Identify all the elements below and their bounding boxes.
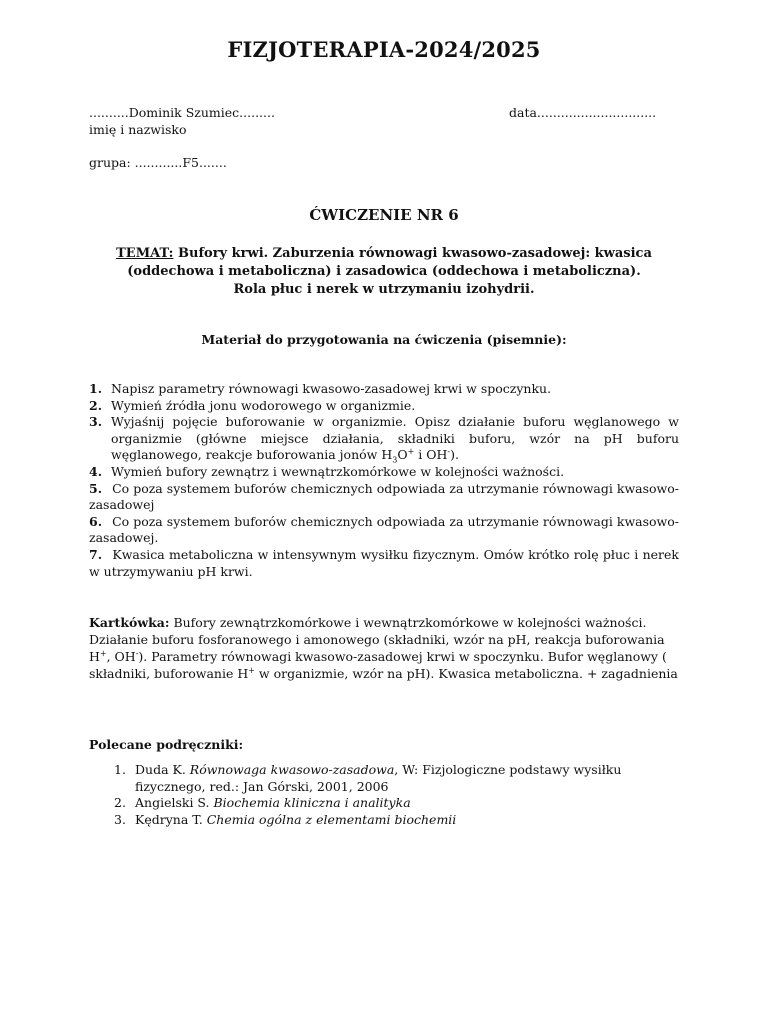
question-number: 1. (89, 381, 103, 396)
question-item (89, 481, 679, 514)
question-number: 3. (89, 414, 103, 430)
question-text: Wymień bufory zewnątrz i wewnątrzkomórkowe w kolejności ważności. (111, 463, 565, 479)
question-item (89, 398, 679, 415)
questions-list (89, 381, 679, 580)
question-item (89, 381, 679, 398)
book-number: 3. (114, 811, 126, 827)
question-item (89, 464, 679, 481)
question-number: 6. (89, 513, 103, 529)
question-item (89, 514, 679, 547)
topic-line-3: Rola płuc i nerek w utrzymaniu izohydrii. (233, 282, 535, 297)
question-text: Co poza systemem buforów chemicznych odpowiada za utrzymanie równowagi kwasowo-zasadowej (89, 480, 679, 513)
book-title: Chemia ogólna z elementami biochemii (206, 811, 457, 827)
question-number: 4. (89, 463, 103, 479)
question-text: Co poza systemem buforów chemicznych odpowiada za utrzymanie równowagi kwasowo-zasadowej. (89, 513, 679, 546)
book-item: 2. Angielski S. Biochemia kliniczna i analityka (114, 795, 411, 810)
question-number: 2. (89, 397, 103, 413)
material-heading: Materiał do przygotowania na ćwiczenia (pisemnie): (201, 332, 567, 347)
topic-line-2: (oddechowa i metaboliczna) i zasadowica (oddechowa i metaboliczna). (127, 264, 641, 279)
student-name-caption: imię i nazwisko (89, 122, 187, 137)
book-title: Równowaga kwasowo-zasadowa (189, 762, 395, 777)
question-item (89, 414, 679, 464)
topic-text-1: Bufory krwi. Zaburzenia równowagi kwasowo-zasadowej: kwasica (173, 246, 652, 261)
question-item (89, 547, 679, 580)
question-number: 5. (89, 480, 103, 496)
question-text: Wymień źródła jonu wodorowego w organizmie. (111, 397, 416, 413)
book-item: 1. Duda K. Równowaga kwasowo-zasadowa, W: Fizjologiczne podstawy wysiłku fizycznego, red.: Jan Górski, 2001, 2006 (114, 762, 622, 794)
exercise-heading: ĆWICZENIE NR 6 (309, 206, 459, 224)
book-number: 1. (114, 762, 126, 777)
question-text: Napisz parametry równowagi kwasowo-zasadowej krwi w spoczynku. (111, 381, 552, 396)
book-item: 3. Kędryna T. Chemia ogólna z elementami biochemii (114, 811, 457, 827)
question-text: Wyjaśnij pojęcie buforowanie w organizmie. Opisz działanie buforu węglanowego w organizmie (główne miejsce działania, składniki buforu, wzór na pH buforu węglanowego, reakcje buforowania jonów $H_3O^+$ i OH-). (111, 414, 679, 465)
topic-line-1 (0, 245, 768, 263)
question-text: Kwasica metaboliczna w intensywnym wysiłku fizycznym. Omów krótko rolę płuc i nerek w utrzymywaniu pH krwi. (89, 546, 679, 579)
book-title: Biochemia kliniczna i analityka (213, 795, 411, 810)
kartkowka-label: Kartkówka: (89, 615, 170, 630)
student-name-line: ..........Dominik Szumiec......... (89, 105, 275, 120)
date-line: data.............................. (509, 105, 657, 120)
book-number: 2. (114, 795, 126, 810)
document-title: FIZJOTERAPIA-2024/2025 (227, 37, 541, 62)
books-heading: Polecane podręczniki: (89, 737, 244, 752)
books-list (114, 762, 694, 828)
topic-label: TEMAT: (116, 246, 174, 261)
topic-block (0, 245, 768, 299)
group-line: grupa: ............F5....... (89, 155, 227, 170)
kartkowka-paragraph: Kartkówka: Bufory zewnątrzkomórkowe i wewnątrzkomórkowe w kolejności ważności. Działanie buforu fosforanowego i amonowego (składniki, wzór na pH, reakcja buforowania H+, OH-). Parametry równowagi kwasowo-zasadowej krwi w spoczynku. Bufor węglanowy ( składniki, buforowanie H+ w organizmie, wzór na pH). Kwasica metaboliczna. + zagadnienia (89, 615, 678, 681)
question-number: 7. (89, 546, 103, 562)
